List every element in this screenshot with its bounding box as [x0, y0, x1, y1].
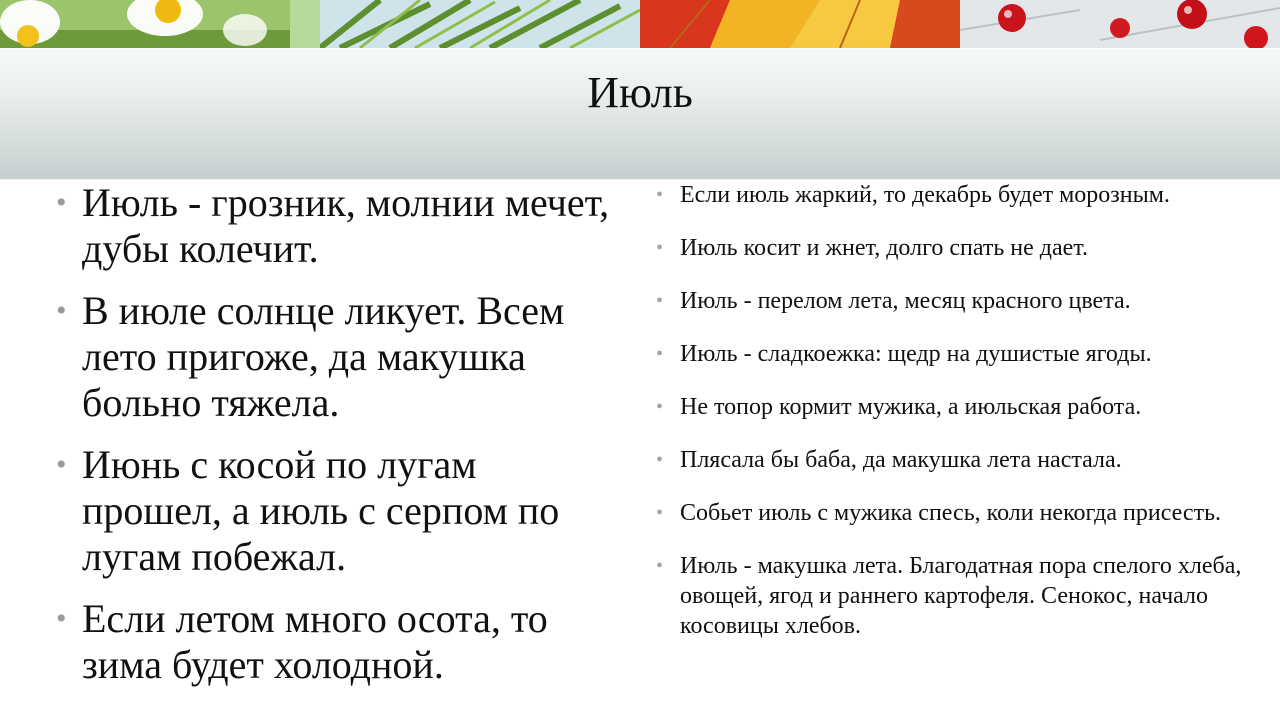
seasonal-banner: [0, 0, 1280, 48]
bullet-icon: •: [56, 186, 67, 219]
list-item-text: Июль - макушка лета. Благодатная пора спелого хлеба, овощей, ягод и раннего картофеля. Сенокос, начало косовицы хлебов.: [680, 553, 1242, 639]
bullet-icon: •: [656, 449, 664, 471]
list-item: [656, 233, 1252, 263]
palm-leaves-photo: [320, 0, 640, 48]
autumn-leaves-photo: [640, 0, 960, 48]
list-item: [656, 498, 1252, 528]
list-item-text: В июле солнце ликует. Всем лето пригоже, да макушка больно тяжела.: [82, 288, 565, 425]
list-item-text: Июль - грозник, молнии мечет, дубы колечит.: [82, 180, 610, 271]
list-item-text: Плясала бы баба, да макушка лета настала.: [680, 447, 1122, 473]
title-band: [0, 48, 1280, 179]
list-item: [56, 596, 616, 688]
list-item-text: Июль косит и жнет, долго спать не дает.: [680, 235, 1088, 261]
bullet-icon: •: [656, 502, 664, 524]
daisies-photo: [0, 0, 320, 48]
bullet-icon: •: [656, 184, 664, 206]
bullet-icon: •: [56, 294, 67, 327]
list-item: [656, 392, 1252, 422]
list-item-text: Если летом много осота, то зима будет холодной.: [82, 596, 548, 687]
list-item-text: Июнь с косой по лугам прошел, а июль с серпом по лугам побежал.: [82, 442, 560, 579]
bullet-icon: •: [656, 290, 664, 312]
right-proverbs-list: [656, 180, 1252, 664]
list-item-text: Июль - перелом лета, месяц красного цвета.: [680, 288, 1131, 314]
slide-title: Июль: [587, 68, 693, 117]
list-item: [56, 180, 616, 272]
bullet-icon: •: [656, 343, 664, 365]
list-item: [56, 288, 616, 426]
bullet-icon: •: [56, 448, 67, 481]
frosted-berries-photo: [960, 0, 1280, 48]
list-item-text: Июль - сладкоежка: щедр на душистые ягоды.: [680, 341, 1152, 367]
bullet-icon: •: [656, 555, 664, 577]
list-item: [656, 180, 1252, 210]
list-item: [656, 286, 1252, 316]
bullet-icon: •: [656, 396, 664, 418]
list-item-text: Не топор кормит мужика, а июльская работа.: [680, 394, 1142, 420]
list-item: [56, 442, 616, 580]
bullet-icon: •: [656, 237, 664, 259]
left-proverbs-list: [56, 180, 616, 704]
bullet-icon: •: [56, 602, 67, 635]
list-item-text: Собьет июль с мужика спесь, коли некогда присесть.: [680, 500, 1222, 526]
list-item: [656, 551, 1252, 641]
list-item: [656, 339, 1252, 369]
list-item-text: Если июль жаркий, то декабрь будет морозным.: [680, 182, 1170, 208]
list-item: [656, 445, 1252, 475]
